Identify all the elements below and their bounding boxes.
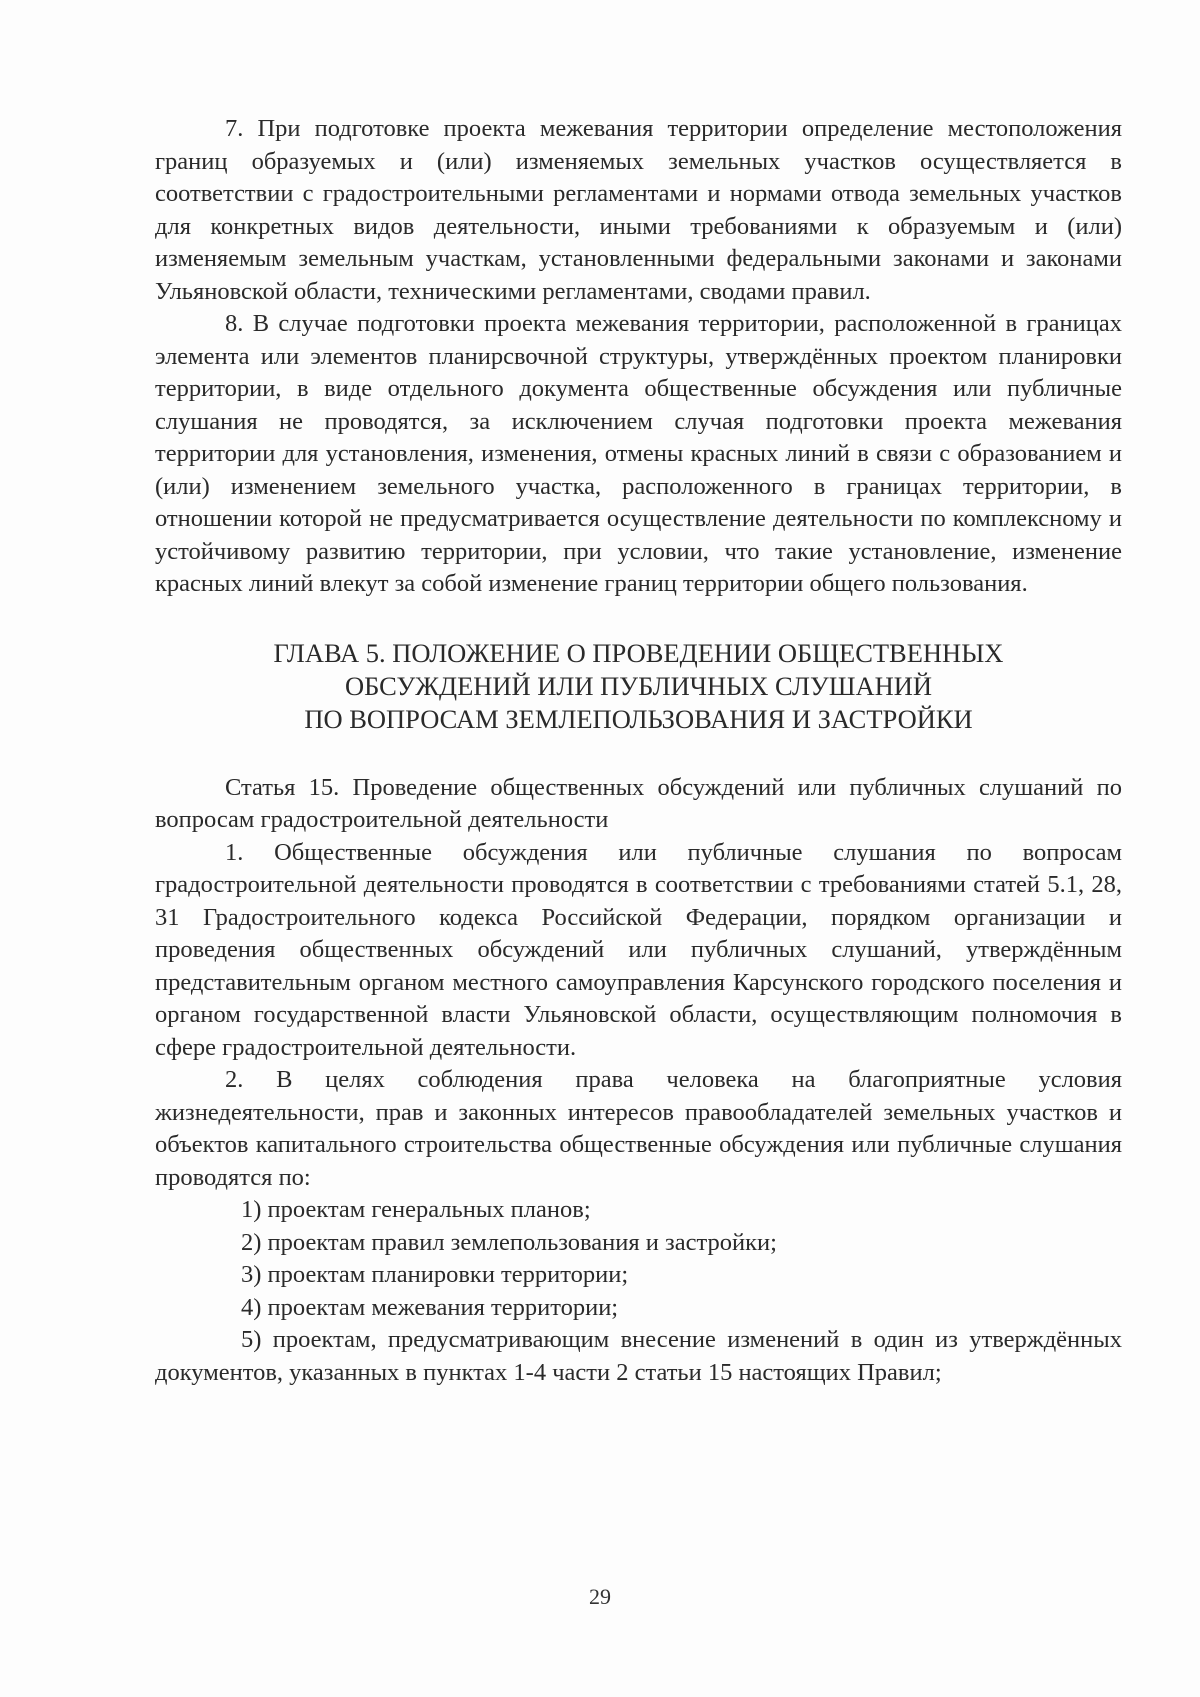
article-15-clause-1: 1. Общественные обсуждения или публичные слушания по вопросам градостроительной деятельности проводятся в соответствии с требованиями статей 5.1, 28, 31 Градостроительного кодекса Российской Федерации, порядком организации и проведения общественных обсуждений или публичных слушаний, утверждённым представительным органом местного самоуправления Карсунского городского поселения и органом государственной власти Ульяновской области, осуществляющим полномочия в сфере градостроительной деятельности. <box>155 838 1122 1061</box>
article-15-title: Статья 15. Проведение общественных обсуждений или публичных слушаний по вопросам градостроительной деятельности <box>155 773 1122 833</box>
chapter-heading <box>155 637 1122 736</box>
paragraph-7: 7. При подготовке проекта межевания территории определение местоположения границ образуемых и (или) изменяемых земельных участков осуществляется в соответствии с градостроительными регламентами и нормами отвода земельных участков для конкретных видов деятельности, иными требованиями к образуемым и (или) изменяемым земельным участкам, установленными федеральными законами и законами Ульяновской области, техническими регламентами, сводами правил. <box>155 115 1122 305</box>
chapter-heading-line-1: ГЛАВА 5. ПОЛОЖЕНИЕ О ПРОВЕДЕНИИ ОБЩЕСТВЕННЫХ <box>273 637 1004 668</box>
list-item: 4) проектам межевания территории; <box>241 1293 619 1321</box>
list-item: 2) проектам правил землепользования и застройки; <box>241 1228 777 1256</box>
chapter-heading-line-3: ПО ВОПРОСАМ ЗЕМЛЕПОЛЬЗОВАНИЯ И ЗАСТРОЙКИ <box>304 703 973 734</box>
list-item: 3) проектам планировки территории; <box>241 1261 629 1288</box>
page-number: 29 <box>589 1584 611 1609</box>
paragraph-8: 8. В случае подготовки проекта межевания территории, расположенной в границах элемента или элементов планирсвочной структуры, утверждённых проектом планировки территории, в виде отдельного документа общественные обсуждения или публичные слушания не проводятся, за исключением случая подготовки проекта межевания территории для установления, изменения, отмены красных линий в связи с образованием и (или) изменением земельного участка, расположенного в границах территории, в отношении которой не предусматривается осуществление деятельности по комплексному и устойчивому развитию территории, при условии, что такие установление, изменение красных линий влекут за собой изменение границ территории общего пользования. <box>155 310 1122 597</box>
list-item: 1) проектам генеральных планов; <box>241 1196 591 1223</box>
article-15-clause-2: 2. В целях соблюдения права человека на благоприятные условия жизнедеятельности, прав и законных интересов правообладателей земельных участков и объектов капитального строительства общественные обсуждения или публичные слушания проводятся по: <box>155 1066 1122 1191</box>
chapter-heading-line-2: ОБСУЖДЕНИЙ ИЛИ ПУБЛИЧНЫХ СЛУШАНИЙ <box>344 670 932 701</box>
list-item: 5) проектам, предусматривающим внесение изменений в один из утверждённых документов, указанных в пунктах 1-4 части 2 статьи 15 настоящих Правил; <box>155 1326 1122 1386</box>
page-content <box>155 113 1122 1389</box>
